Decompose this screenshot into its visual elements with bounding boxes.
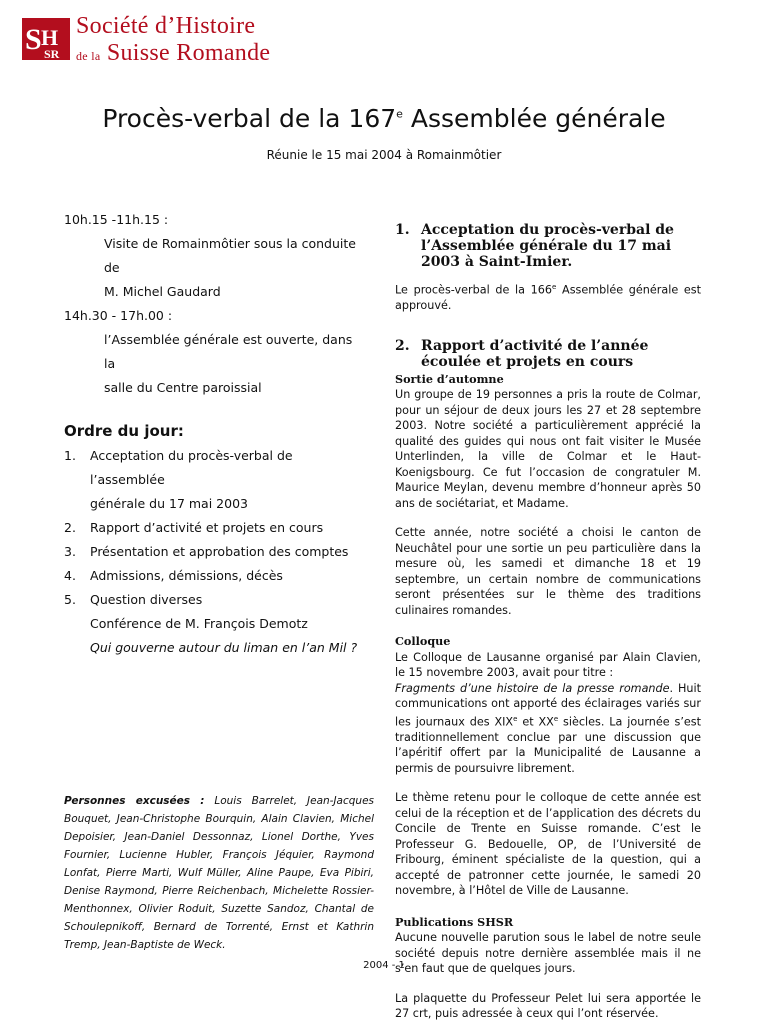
agenda-num: 4. — [64, 568, 76, 583]
excused-names: Louis Barrelet, Jean-Jacques Bouquet, Jean-Christophe Bourquin, Alain Clavien, Michel Depoisier, Jean-Daniel Dessonnaz, Lionel Dorthe, Yves Fournier, Lucienne Hubler, François Jéquier, Raymond Lonfat, Pierre Marti, Wulf Müller, Aline Paupe, Eva Pibiri, Denise Raymond, Pierre Reichenbach, Michelette Rossier-Menthonnex, Olivier Roduit, Suzette Sandoz, Chantal de Schoulepnikoff, Bernard de Torrenté, Ernst et Kathrin Tremp, Jean-Baptiste de Weck. — [64, 795, 375, 951]
section-2-title: Rapport d’activité de l’année écoulée et projets en cours — [421, 337, 649, 370]
section-2-heading — [395, 338, 701, 370]
brand-line-1: Société d’Histoire — [76, 13, 256, 39]
subheading-publications: Publications SHSR — [395, 914, 514, 929]
agenda-text: Présentation et approbation des comptes — [90, 544, 349, 559]
title-suffix: Assemblée générale — [402, 104, 666, 133]
agenda-item — [64, 516, 364, 540]
schedule-time-1: 10h.15 -11h.15 : — [64, 212, 169, 227]
section-2-num: 2. — [395, 337, 410, 354]
page-subtitle: Réunie le 15 mai 2004 à Romainmôtier — [266, 148, 502, 162]
conference-speaker: Conférence de M. François Demotz — [90, 616, 308, 631]
svg-text:S: S — [25, 23, 42, 56]
brand-name: Suisse Romande — [106, 40, 271, 66]
agenda-text: Rapport d’activité et projets en cours — [90, 520, 324, 535]
shsr-logo — [22, 18, 70, 60]
agenda-item — [64, 588, 364, 612]
left-column — [64, 208, 364, 660]
schedule-desc-1b: M. Michel Gaudard — [104, 284, 221, 299]
agenda-text: Acceptation du procès-verbal de l’assemblée — [90, 448, 293, 487]
right-column — [395, 222, 701, 1022]
paragraph-plaquette: La plaquette du Professeur Pelet lui sera apportée le 27 crt, puis adressée à ceux qui l’ont réservée. — [395, 991, 701, 1021]
section-1-num: 1. — [395, 222, 410, 238]
paragraph-publications: Aucune nouvelle parution sous le label de notre seule société depuis notre dernière assemblée mais il ne s’en faut que de quelques jours. — [395, 931, 701, 976]
paragraph-sortie: Un groupe de 19 personnes a pris la route de Colmar, pour un séjour de deux jours les 27 et 28 septembre 2003. Notre société a particulièrement apprécié la qualité des guides qui nous ont fait visiter le Musée Unterlinden, la ville de Colmar et le Haut-Koenigsbourg. Ce fut l’occasion de congratuler M. Maurice Meylan, devenu membre d’honneur après 50 ans de sociétariat, et Madame. — [395, 388, 701, 510]
section-1-title: Acceptation du procès-verbal de l’Assemblée générale du 17 mai 2003 à Saint-Imier. — [421, 222, 674, 270]
schedule-desc-1a: Visite de Romainmôtier sous la conduite de — [104, 236, 356, 275]
agenda-text: Admissions, démissions, décès — [90, 568, 283, 583]
subheading-colloque: Colloque — [395, 634, 451, 649]
agenda-item — [64, 444, 364, 492]
agenda-num: 2. — [64, 520, 76, 535]
agenda-item-cont — [64, 492, 364, 516]
agenda-num: 3. — [64, 544, 76, 559]
svg-text:SR: SR — [44, 47, 60, 60]
conference-title: Qui gouverne autour du liman en l’an Mil ? — [90, 640, 358, 655]
paragraph-neuchatel: Cette année, notre société a choisi le canton de Neuchâtel pour une sortie un peu particulière dans la mesure où, les samedi et dimanche 18 et 19 septembre, un certain nombre de communications seront présentées sur le thème des traditions culinaires romandes. — [395, 526, 701, 617]
schedule-desc-2a: l’Assemblée générale est ouverte, dans la — [104, 332, 353, 371]
paragraph-colloque: Le Colloque de Lausanne organisé par Alain Clavien, le 15 novembre 2003, avait pour titre : Fragments d’une histoire de la presse romande. Huit communications ont apporté des éclairages variés sur les journaux des XIXe et XXe siècles. La journée s’est traditionnellement conclue par une discussion que l’apéritif offert par la Municipalité de Lausanne a permis de poursuivre librement. — [395, 650, 701, 775]
section-1-text: Le procès-verbal de la 166e Assemblée générale est approuvé. — [395, 283, 701, 313]
agenda-item — [64, 540, 364, 564]
agenda-text: Question diverses — [90, 592, 203, 607]
page-title — [0, 104, 768, 133]
page-number: 2004 - 1 — [363, 960, 405, 971]
svg-text:H: H — [41, 25, 59, 50]
agenda-list — [64, 444, 364, 612]
title-prefix: Procès-verbal de la 167 — [102, 104, 397, 133]
schedule-time-2: 14h.30 - 17h.00 : — [64, 308, 173, 323]
brand-prefix: de la — [76, 49, 101, 63]
title-sup: e — [396, 107, 403, 121]
paragraph-trente: Le thème retenu pour le colloque de cette année est celui de la réception et de l’application des décrets du Concile de Trente en Suisse romande. C’est le Professeur G. Bedouelle, OP, de l’Université de Fribourg, éminent spécialiste de la question, qui a accepté de patronner cette journée, le samedi 20 novembre, à l’Hôtel de Ville de Lausanne. — [395, 791, 701, 898]
brand-line-2 — [76, 40, 270, 69]
agenda-heading: Ordre du jour: — [64, 422, 184, 440]
agenda-num: 1. — [64, 448, 76, 463]
agenda-text-cont: générale du 17 mai 2003 — [90, 496, 248, 511]
excused-persons — [64, 792, 374, 954]
excused-label: Personnes excusées : — [64, 795, 205, 807]
agenda-num: 5. — [64, 592, 76, 607]
subheading-sortie: Sortie d’automne — [395, 371, 504, 386]
section-1-heading — [395, 222, 701, 270]
society-brand — [76, 12, 270, 69]
agenda-item — [64, 564, 364, 588]
schedule-desc-2b: salle du Centre paroissial — [104, 380, 262, 395]
